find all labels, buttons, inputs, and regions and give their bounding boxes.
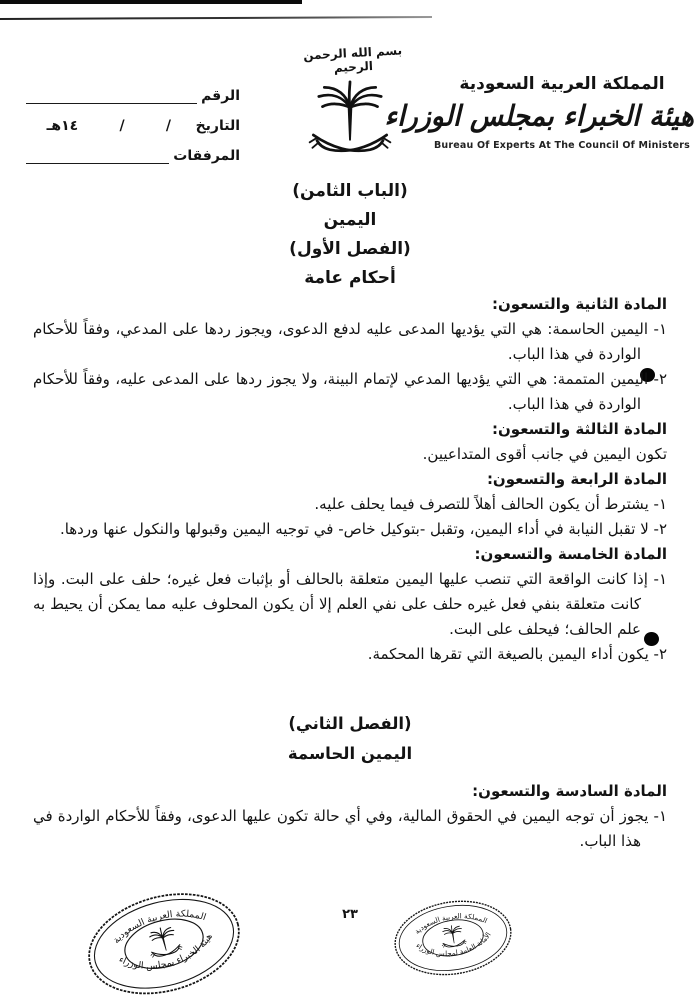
article-93-body: تكون اليمين في جانب أقوى المتداعيين. <box>422 445 667 463</box>
chapter1-subject: أحكام عامة <box>304 268 396 288</box>
number-label: الرقم <box>201 88 240 104</box>
attachments-field-row <box>26 148 240 164</box>
chapter2-titles <box>33 709 667 769</box>
attachments-blank-line <box>26 149 169 164</box>
article-95-item-1: ١- إذا كانت الواقعة التي تنصب عليها اليمين متعلقة بالحالف أو بإثبات فعل غيره؛ حلف على البت. وإذا كانت متعلقة بنفي فعل غيره حلف على نفي العلم إلا أن يكون المحلوف عليه مما يمكن أن يحيط به علم الحالف؛ فيحلف على البت. <box>33 570 667 638</box>
date-year-hijri: ١٤هـ <box>46 118 79 134</box>
document-body <box>33 292 667 854</box>
article-94-heading: المادة الرابعة والتسعون: <box>486 470 667 488</box>
stamp-bottom-text: هيئة الخبراء بمجلس الوزراء <box>116 931 215 972</box>
article-96-item-1: ١- يجوز أن توجه اليمين في الحقوق المالية، وفي أي حالة تكون عليها الدعوى، وفقاً للأحكام الواردة في هذا الباب. <box>33 807 667 850</box>
number-blank-line <box>26 89 197 104</box>
article-92-heading: المادة الثانية والتسعون: <box>492 295 667 313</box>
stamp-palm-emblem-icon <box>145 924 183 959</box>
organization-header <box>384 74 694 151</box>
date-value <box>26 118 192 134</box>
date-field-row <box>26 118 240 134</box>
kingdom-title: المملكة العربية السعودية <box>459 74 665 94</box>
article-96-heading: المادة السادسة والتسعون: <box>472 782 667 800</box>
attachments-label: المرفقات <box>173 148 240 164</box>
stamp-palm-emblem-icon <box>439 924 466 948</box>
article-92-item-2: ٢- اليمين المتممة: هي التي يؤديها المدعي لإتمام البينة، ولا يجوز ردها على المدعى عليه، وفقاً للأحكام الواردة في هذا الباب. <box>33 370 667 413</box>
article-94-item-2: ٢- لا تقبل النيابة في أداء اليمين، وتقبل -بتوكيل خاص- في توجيه اليمين وقبولها والنكول عنها وردها. <box>59 520 667 538</box>
stamp-bottom-text: الأمانة العامة لمجلس الوزراء <box>414 930 493 959</box>
bureau-english-name: Bureau Of Experts At The Council Of Ministers <box>433 140 691 151</box>
article-95-heading: المادة الخامسة والتسعون: <box>474 545 667 563</box>
chapter2-subject: اليمين الحاسمة <box>287 744 413 763</box>
letterhead-form <box>26 88 240 178</box>
number-field-row <box>26 88 240 104</box>
article-94-item-1: ١- يشترط أن يكون الحالف أهلاً للتصرف فيما يحلف عليه. <box>314 495 667 513</box>
stamp-top-text: المملكة العربية السعودية <box>412 911 489 936</box>
part-title: (الباب الثامن) <box>292 181 408 201</box>
article-95-item-2: ٢- يكون أداء اليمين بالصيغة التي تقرها المحكمة. <box>367 645 667 663</box>
saudi-palm-swords-emblem-icon <box>302 80 398 168</box>
chapter1-title: (الفصل الأول) <box>289 239 411 259</box>
date-slash: / <box>119 118 125 134</box>
part-subject: اليمين <box>323 210 377 230</box>
stamp-top-text: المملكة العربية السعودية <box>110 908 208 946</box>
scan-artifact-line <box>0 16 432 20</box>
date-slash: / <box>165 118 171 134</box>
date-label: التاريخ <box>195 118 240 134</box>
bismillah-calligraphy: بسم الله الرحمن الرحيم <box>302 43 403 76</box>
scan-artifact-bar <box>0 0 302 4</box>
page-number: ٢٣ <box>342 907 358 922</box>
bureau-of-experts-oval-stamp <box>74 875 254 1000</box>
article-92-item-1: ١- اليمين الحاسمة: هي التي يؤديها المدعى عليه لدفع الدعوى، ويجوز ردها على المدعي، وفقاً للأحكام الواردة في هذا الباب. <box>33 320 667 363</box>
chapter2-title: (الفصل الثاني) <box>288 714 412 733</box>
general-secretariat-oval-stamp <box>387 891 519 985</box>
part-chapter-titles <box>0 177 700 293</box>
article-93-heading: المادة الثالثة والتسعون: <box>492 420 667 438</box>
bureau-calligraphy: هيئة الخبراء بمجلس الوزراء <box>384 100 694 133</box>
